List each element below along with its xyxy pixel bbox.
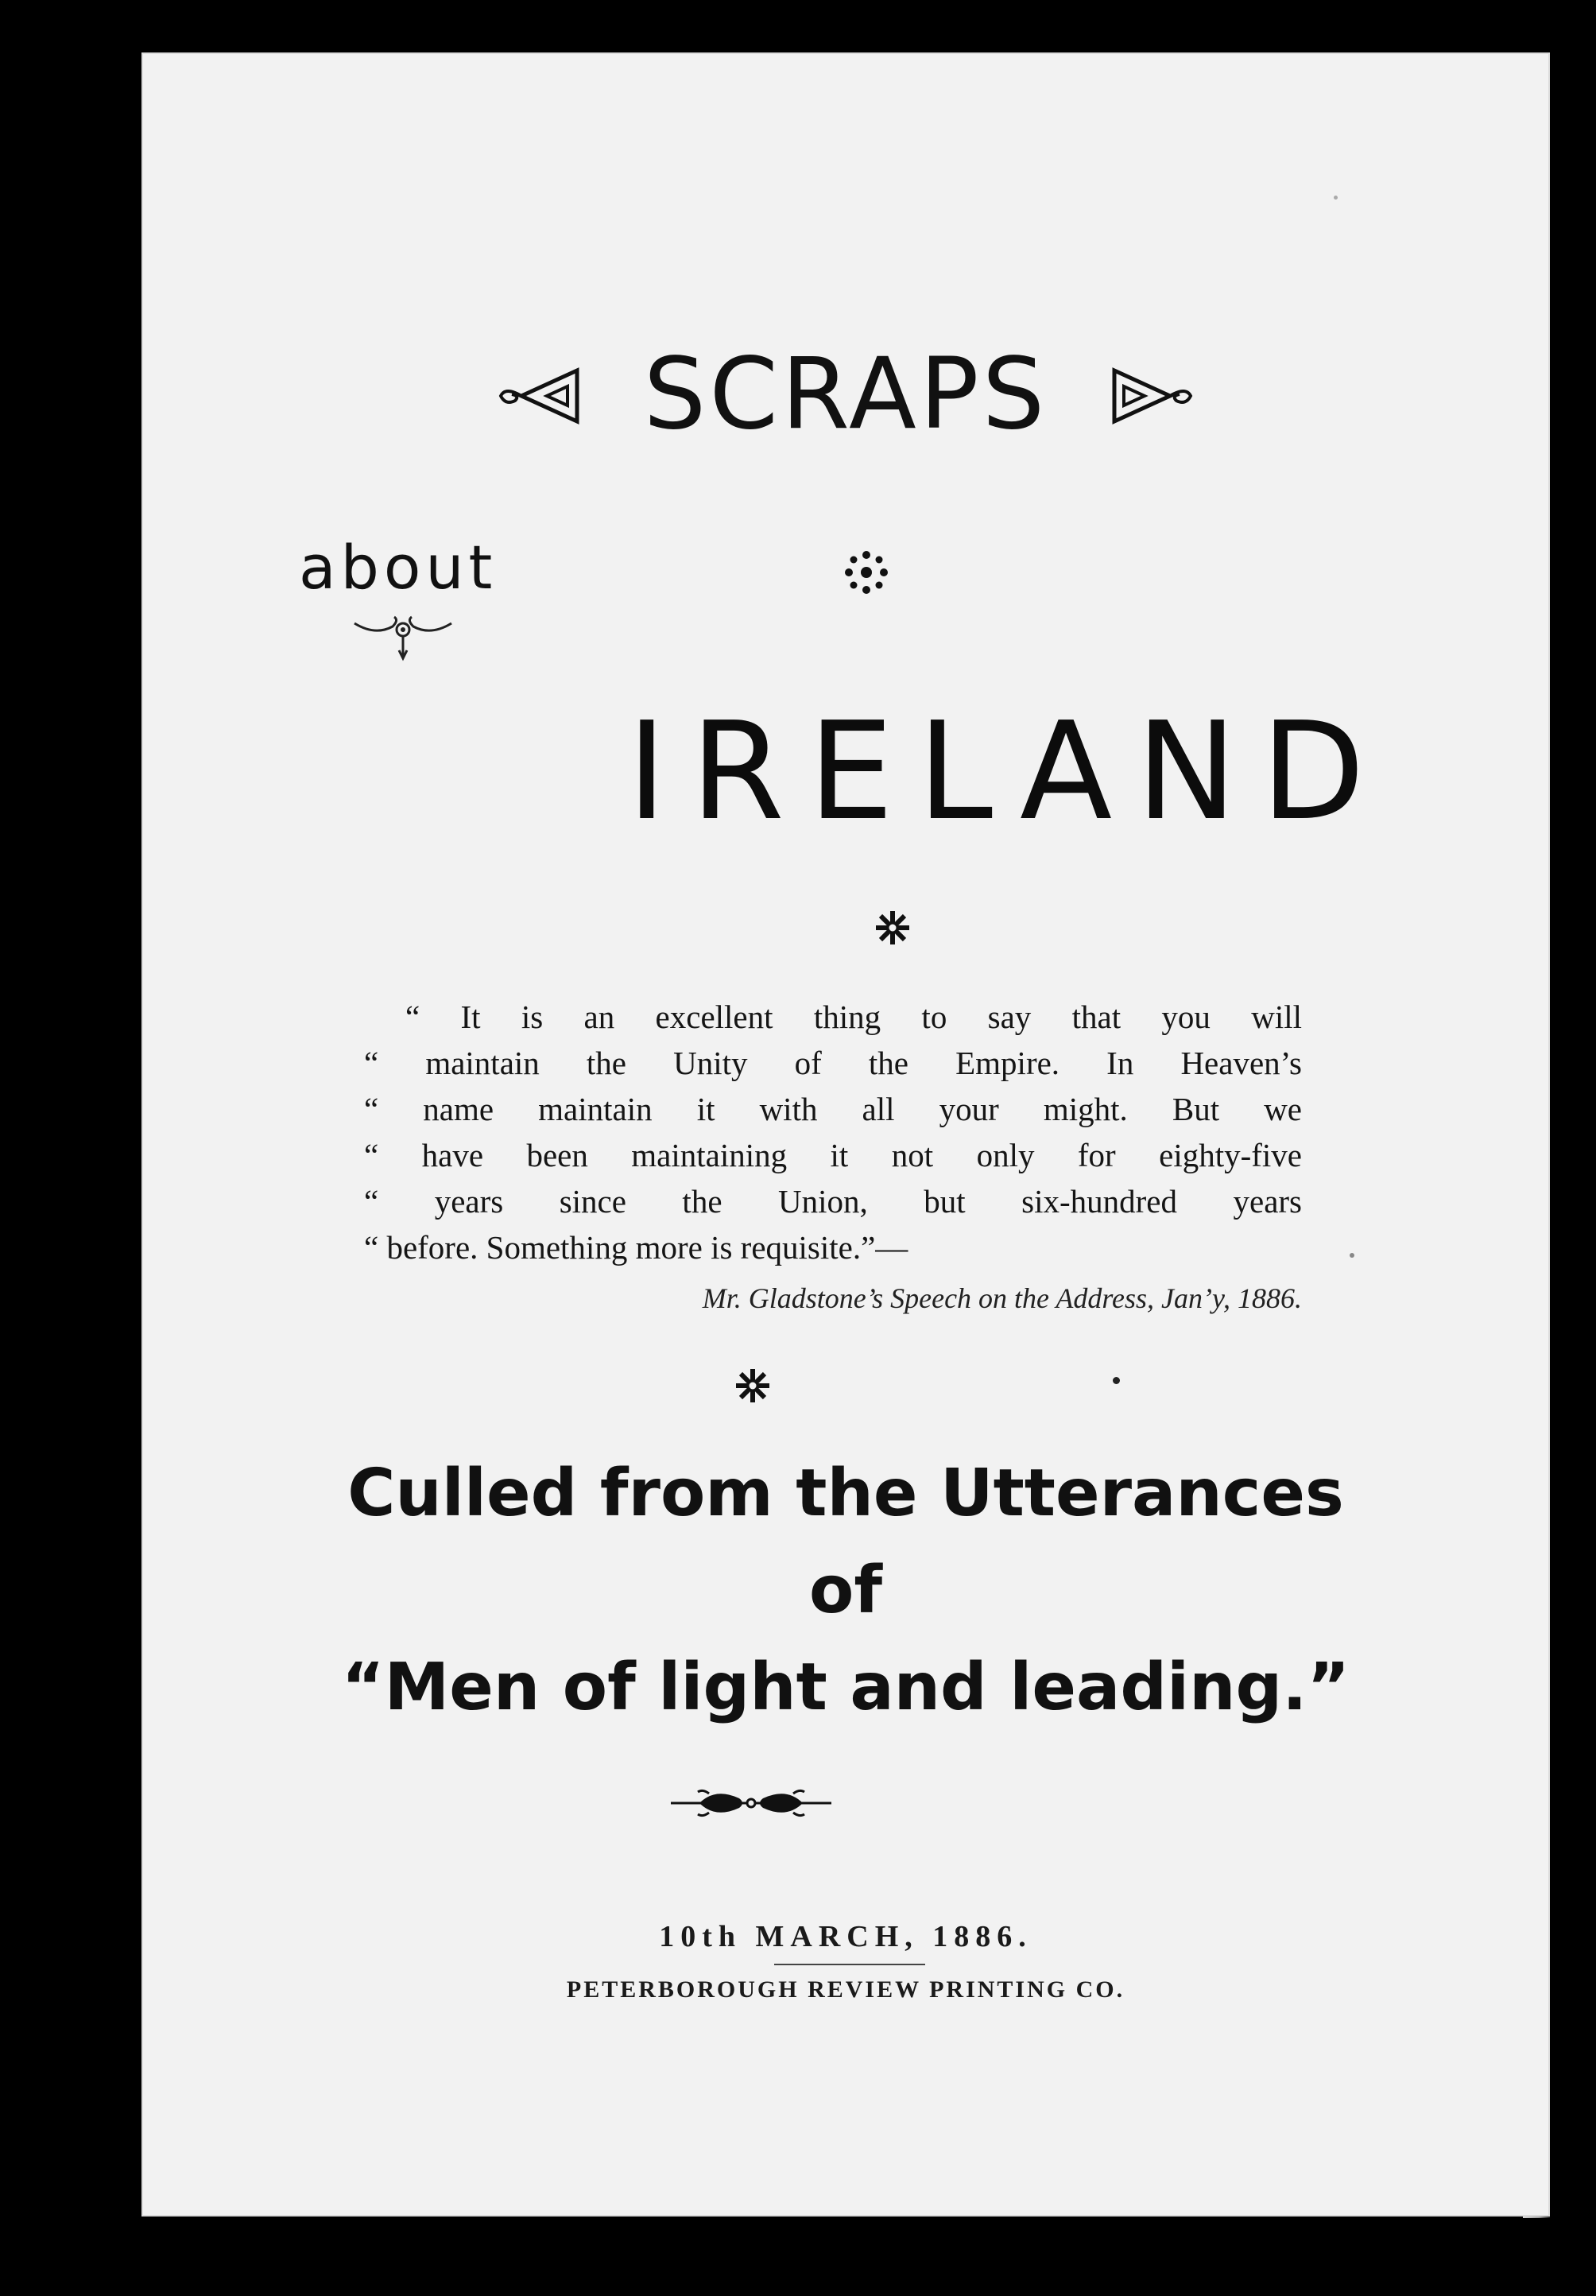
subtitle-block <box>189 1445 1502 1736</box>
print-speck <box>1113 1377 1120 1384</box>
publication-date: 10th MARCH, 1886. <box>659 1920 1032 1953</box>
rosette-icon <box>841 547 892 598</box>
quote-attribution: Mr. Gladstone’s Speech on the Address, Jan’y, 1886. <box>702 1282 1302 1314</box>
subtitle-line: of <box>808 1553 882 1628</box>
flourish-icon <box>351 612 455 668</box>
title-text: SCRAPS <box>643 336 1048 452</box>
ireland-heading: IRELAND <box>626 693 1389 851</box>
scroll-divider-icon <box>668 1781 835 1825</box>
quote-line: “ have been maintaining it not only for eighty-five <box>364 1137 1302 1173</box>
subtitle-line: Culled from the Utterances <box>347 1456 1344 1531</box>
cross-star-icon <box>873 908 912 948</box>
quote-line: “ maintain the Unity of the Empire. In Heaven’s <box>364 1045 1302 1081</box>
scan-speck <box>1350 1253 1354 1258</box>
divider-rule <box>774 1964 925 1965</box>
cross-star-icon <box>733 1366 773 1406</box>
quote-line: “ years since the Union, but six-hundred years <box>364 1183 1302 1220</box>
scan-speck <box>1334 196 1338 200</box>
left-fret-ornament-icon <box>498 345 585 444</box>
subtitle-line: “Men of light and leading.” <box>341 1650 1350 1725</box>
document-page <box>141 52 1550 2216</box>
right-fret-ornament-icon <box>1106 345 1194 444</box>
printer-imprint: PETERBOROUGH REVIEW PRINTING CO. <box>566 1976 1125 2003</box>
quote-line: “ It is an excellent thing to say that you will <box>405 999 1302 1035</box>
quote-line: “ before. Something more is requisite.”— <box>364 1229 908 1266</box>
about-text: about <box>299 532 498 603</box>
quote-line: “ name maintain it with all your might. But we <box>364 1091 1302 1127</box>
title-block <box>141 336 1550 452</box>
gladstone-quote <box>364 994 1302 1270</box>
